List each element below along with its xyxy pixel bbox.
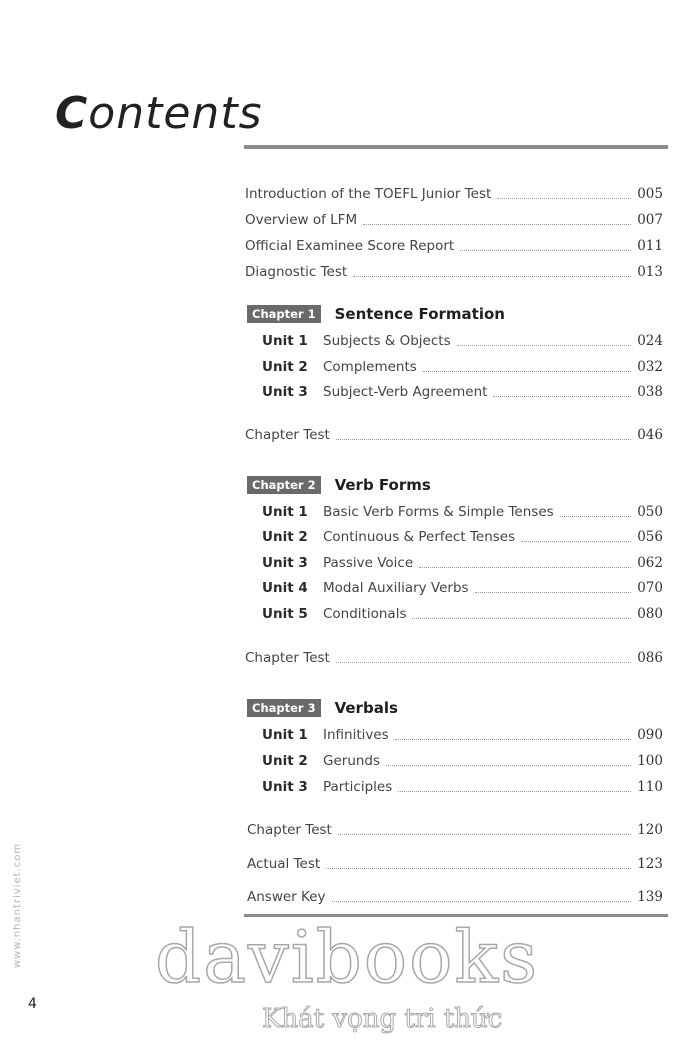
toc-entry-label: Actual Test [247, 856, 321, 872]
unit-entry[interactable] [262, 777, 663, 797]
unit-page: 056 [637, 529, 663, 545]
toc-entry[interactable] [247, 854, 663, 874]
dot-leader [336, 439, 631, 440]
chapter-badge: Chapter 1 [247, 305, 321, 323]
dot-leader [336, 662, 631, 663]
chapter-title: Verb Forms [334, 476, 431, 494]
unit-entry[interactable] [262, 751, 663, 771]
unit-entry[interactable] [262, 527, 663, 547]
page-title [55, 88, 263, 139]
toc-entry-page: 123 [637, 856, 663, 872]
unit-page: 080 [637, 606, 663, 622]
unit-entry[interactable] [262, 331, 663, 351]
side-url: www.nhantriviet.com [12, 842, 23, 968]
unit-entry[interactable] [262, 725, 663, 745]
toc-entry-label: Chapter Test [247, 822, 332, 838]
toc-entry[interactable] [245, 262, 663, 282]
unit-label: Gerunds [323, 753, 381, 769]
chapter-title: Sentence Formation [334, 305, 505, 323]
toc-entry-label: Chapter Test [245, 650, 330, 666]
toc-entry[interactable] [245, 210, 663, 230]
toc-entry-page: 011 [637, 238, 663, 254]
toc-entry-label: Chapter Test [245, 427, 330, 443]
watermark-slogan: Khát vọng tri thức [262, 1004, 503, 1034]
unit-label: Subjects & Objects [323, 333, 451, 349]
unit-page: 032 [637, 359, 663, 375]
unit-entry[interactable] [262, 382, 663, 402]
title-rule [244, 145, 668, 149]
toc-entry-label: Diagnostic Test [245, 264, 348, 280]
chapter-test-entry[interactable] [245, 648, 663, 668]
unit-number: Unit 1 [262, 333, 308, 349]
unit-page: 050 [637, 504, 663, 520]
chapter-badge: Chapter 3 [247, 699, 321, 717]
unit-entry[interactable] [262, 553, 663, 573]
unit-page: 090 [637, 727, 663, 743]
unit-label: Passive Voice [323, 555, 414, 571]
toc-entry-label: Introduction of the TOEFL Junior Test [245, 186, 492, 202]
unit-page: 070 [637, 580, 663, 596]
unit-number: Unit 4 [262, 580, 308, 596]
toc-entry-page: 005 [637, 186, 663, 202]
dot-leader [386, 765, 631, 766]
unit-page: 062 [637, 555, 663, 571]
unit-page: 038 [637, 384, 663, 400]
chapter-title: Verbals [334, 699, 398, 717]
dot-leader [412, 618, 631, 619]
dot-leader [457, 345, 632, 346]
dot-leader [521, 541, 631, 542]
toc-entry-label: Overview of LFM [245, 212, 358, 228]
title-initial: C [55, 88, 89, 139]
unit-label: Participles [323, 779, 393, 795]
unit-page: 110 [637, 779, 663, 795]
dot-leader [398, 791, 631, 792]
chapter-heading[interactable] [247, 303, 505, 325]
chapter-heading[interactable] [247, 697, 398, 719]
unit-label: Conditionals [323, 606, 407, 622]
dot-leader [332, 901, 632, 902]
toc-entry[interactable] [247, 887, 663, 907]
chapter-heading[interactable] [247, 474, 431, 496]
unit-number: Unit 2 [262, 753, 308, 769]
toc-entry[interactable] [245, 184, 663, 204]
page-number: 4 [28, 996, 37, 1012]
title-rest: ontents [88, 88, 263, 139]
unit-entry[interactable] [262, 357, 663, 377]
chapter-badge: Chapter 2 [247, 476, 321, 494]
dot-leader [363, 224, 631, 225]
dot-leader [353, 276, 631, 277]
unit-label: Subject-Verb Agreement [323, 384, 488, 400]
unit-label: Infinitives [323, 727, 389, 743]
toc-entry-label: Answer Key [247, 889, 326, 905]
dot-leader [560, 516, 632, 517]
unit-entry[interactable] [262, 578, 663, 598]
unit-page: 100 [637, 753, 663, 769]
dot-leader [419, 567, 631, 568]
unit-number: Unit 2 [262, 359, 308, 375]
unit-label: Basic Verb Forms & Simple Tenses [323, 504, 554, 520]
unit-page: 024 [637, 333, 663, 349]
toc-entry-page: 007 [637, 212, 663, 228]
unit-number: Unit 2 [262, 529, 308, 545]
watermark-brand: davibooks [155, 915, 540, 999]
unit-label: Modal Auxiliary Verbs [323, 580, 469, 596]
toc-entry-page: 046 [637, 427, 663, 443]
unit-number: Unit 3 [262, 384, 308, 400]
unit-label: Complements [323, 359, 417, 375]
unit-number: Unit 5 [262, 606, 308, 622]
unit-number: Unit 1 [262, 727, 308, 743]
dot-leader [423, 371, 631, 372]
dot-leader [475, 592, 632, 593]
toc-entry-page: 013 [637, 264, 663, 280]
dot-leader [460, 250, 631, 251]
toc-entry-page: 120 [637, 822, 663, 838]
toc-entry-label: Official Examinee Score Report [245, 238, 455, 254]
unit-number: Unit 1 [262, 504, 308, 520]
dot-leader [338, 834, 631, 835]
toc-entry-page: 086 [637, 650, 663, 666]
unit-entry[interactable] [262, 502, 663, 522]
dot-leader [497, 198, 631, 199]
unit-number: Unit 3 [262, 555, 308, 571]
unit-entry[interactable] [262, 604, 663, 624]
unit-number: Unit 3 [262, 779, 308, 795]
toc-entry[interactable] [245, 236, 663, 256]
chapter-test-entry[interactable] [245, 425, 663, 445]
unit-label: Continuous & Perfect Tenses [323, 529, 516, 545]
dot-leader [326, 868, 631, 869]
toc-entry-page: 139 [637, 889, 663, 905]
chapter-test-entry[interactable] [247, 820, 663, 840]
dot-leader [493, 396, 631, 397]
dot-leader [395, 739, 631, 740]
